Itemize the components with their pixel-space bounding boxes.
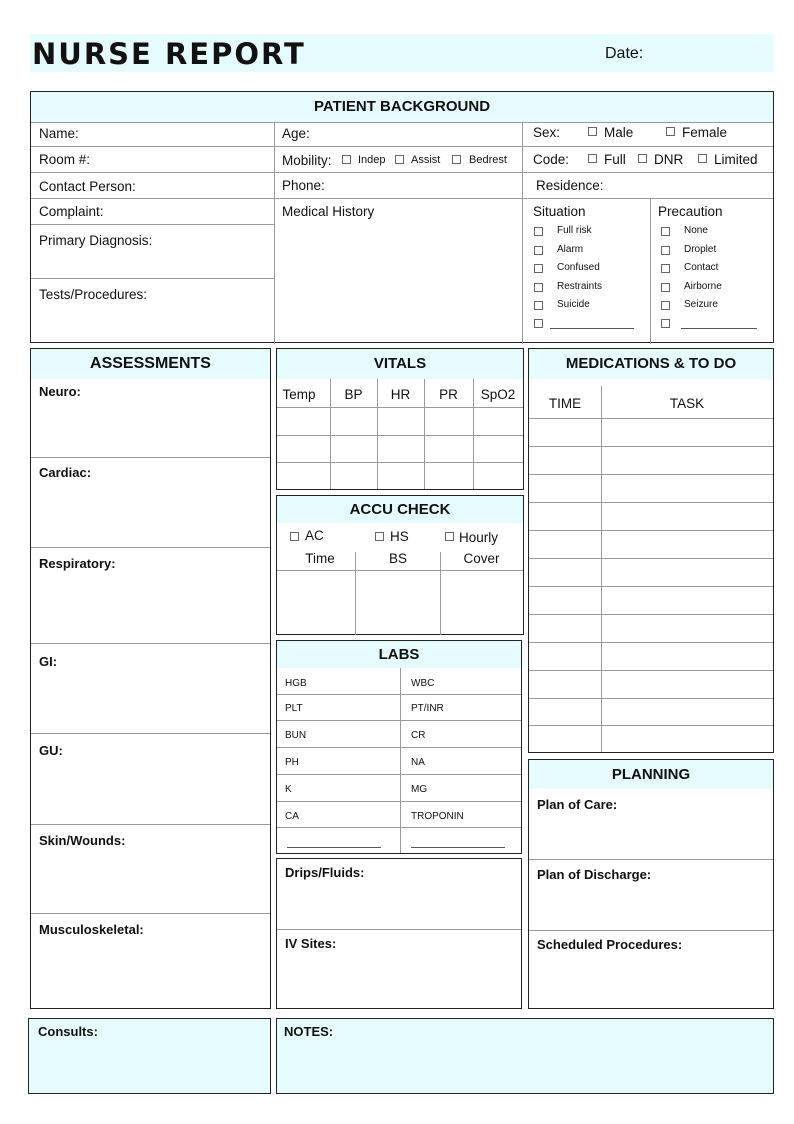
mobility-label: Mobility: — [282, 153, 332, 168]
medications-time-header: TIME — [548, 396, 582, 411]
lab-troponin: TROPONIN — [411, 811, 464, 822]
phone-label: Phone: — [282, 178, 325, 193]
vitals-section — [276, 348, 524, 490]
precaution-checkbox[interactable] — [661, 283, 670, 292]
assist-checkbox[interactable] — [395, 155, 404, 164]
sex-label: Sex: — [533, 125, 561, 140]
vitals-col-temp: Temp — [282, 387, 316, 402]
precaution-checkbox[interactable] — [661, 227, 670, 236]
hourly-checkbox[interactable] — [445, 532, 454, 541]
precaution-item: Contact — [684, 262, 719, 273]
precaution-blank-line[interactable] — [681, 328, 757, 329]
ac-checkbox[interactable] — [290, 532, 299, 541]
indep-label: Indep — [358, 154, 386, 166]
situation-item: Confused — [557, 262, 600, 273]
lab-blank-line[interactable] — [287, 847, 381, 848]
medications-title: MEDICATIONS & TO DO — [529, 349, 773, 379]
situation-blank-line[interactable] — [550, 328, 634, 329]
patient-background-title: PATIENT BACKGROUND — [31, 92, 773, 122]
header-bar — [30, 34, 774, 72]
labs-title: LABS — [277, 641, 521, 668]
room-label: Room #: — [39, 152, 91, 167]
situation-checkbox[interactable] — [534, 227, 543, 236]
situation-item: Restraints — [557, 281, 603, 292]
page-title: NURSE REPORT — [32, 37, 306, 71]
precaution-title: Precaution — [658, 204, 723, 219]
cardiac-label: Cardiac: — [39, 465, 92, 480]
bedrest-checkbox[interactable] — [452, 155, 461, 164]
skin-wounds-label: Skin/Wounds: — [39, 833, 126, 848]
planning-title: PLANNING — [529, 760, 773, 789]
lab-plt: PLT — [285, 703, 303, 714]
vitals-col-pr: PR — [439, 387, 458, 402]
limited-checkbox[interactable] — [698, 154, 707, 163]
indep-checkbox[interactable] — [342, 155, 351, 164]
precaution-item: Seizure — [684, 299, 718, 310]
residence-label: Residence: — [536, 178, 604, 193]
drips-iv-section — [276, 858, 522, 1009]
accu-col-bs: BS — [388, 551, 407, 566]
plan-of-care-label: Plan of Care: — [537, 797, 618, 812]
assessments-section — [30, 348, 271, 1009]
precaution-item: Airborne — [684, 281, 722, 292]
planning-section — [528, 759, 774, 1009]
situation-item: Alarm — [557, 244, 584, 255]
lab-ca: CA — [285, 811, 299, 822]
limited-label: Limited — [714, 152, 758, 167]
vitals-col-bp: BP — [344, 387, 363, 402]
ac-label: AC — [305, 528, 324, 543]
code-label: Code: — [533, 152, 570, 167]
consults-section — [28, 1018, 271, 1094]
respiratory-label: Respiratory: — [39, 556, 116, 571]
accu-col-time: Time — [305, 551, 335, 566]
lab-cr: CR — [411, 730, 426, 741]
precaution-checkbox[interactable] — [661, 301, 670, 310]
medications-section — [528, 348, 774, 753]
lab-pt-inr: PT/INR — [411, 703, 444, 714]
plan-of-discharge-label: Plan of Discharge: — [537, 867, 652, 882]
lab-mg: MG — [411, 784, 428, 795]
situation-checkbox[interactable] — [534, 319, 543, 328]
lab-ph: PH — [285, 757, 299, 768]
dnr-checkbox[interactable] — [638, 154, 647, 163]
notes-label: NOTES: — [284, 1024, 334, 1039]
accu-col-cover: Cover — [463, 551, 500, 566]
accu-check-title: ACCU CHECK — [277, 496, 523, 523]
situation-checkbox[interactable] — [534, 264, 543, 273]
accu-check-section — [276, 495, 524, 635]
full-code-label: Full — [604, 152, 626, 167]
drips-fluids-label: Drips/Fluids: — [285, 865, 365, 880]
lab-na: NA — [411, 757, 425, 768]
male-label: Male — [604, 125, 634, 140]
situation-title: Situation — [533, 204, 586, 219]
lab-wbc: WBC — [411, 678, 435, 689]
consults-label: Consults: — [38, 1024, 98, 1039]
full-code-checkbox[interactable] — [588, 154, 597, 163]
vitals-title: VITALS — [277, 349, 523, 379]
musculoskeletal-label: Musculoskeletal: — [39, 922, 144, 937]
lab-hgb: HGB — [285, 678, 307, 689]
name-label: Name: — [39, 126, 79, 141]
gu-label: GU: — [39, 743, 63, 758]
medications-task-header: TASK — [669, 396, 705, 411]
dnr-label: DNR — [654, 152, 684, 167]
labs-section — [276, 640, 522, 854]
scheduled-procedures-label: Scheduled Procedures: — [537, 937, 683, 952]
hs-checkbox[interactable] — [375, 532, 384, 541]
lab-k: K — [285, 784, 292, 795]
situation-checkbox[interactable] — [534, 246, 543, 255]
contact-person-label: Contact Person: — [39, 179, 136, 194]
neuro-label: Neuro: — [39, 384, 81, 399]
vitals-col-hr: HR — [390, 387, 411, 402]
tests-procedures-label: Tests/Procedures: — [39, 287, 148, 302]
female-checkbox[interactable] — [666, 127, 675, 136]
bedrest-label: Bedrest — [469, 154, 507, 166]
medical-history-label: Medical History — [282, 204, 375, 219]
notes-section — [276, 1018, 774, 1094]
hs-label: HS — [390, 529, 409, 544]
hourly-label: Hourly — [459, 530, 499, 545]
vitals-col-spo2: SpO2 — [480, 387, 516, 402]
assessments-title: ASSESSMENTS — [31, 349, 270, 379]
precaution-checkbox[interactable] — [661, 319, 670, 328]
assist-label: Assist — [411, 154, 441, 166]
situation-checkbox[interactable] — [534, 301, 543, 310]
age-label: Age: — [282, 126, 310, 141]
female-label: Female — [682, 125, 728, 140]
precaution-item: None — [684, 225, 708, 236]
male-checkbox[interactable] — [588, 127, 597, 136]
iv-sites-label: IV Sites: — [285, 936, 337, 951]
situation-checkbox[interactable] — [534, 283, 543, 292]
patient-background-section — [30, 91, 774, 343]
lab-bun: BUN — [285, 730, 307, 741]
lab-blank-line[interactable] — [411, 847, 505, 848]
date-label: Date: — [605, 45, 644, 62]
precaution-checkbox[interactable] — [661, 246, 670, 255]
situation-item: Suicide — [557, 299, 590, 310]
situation-item: Full risk — [557, 225, 592, 236]
complaint-label: Complaint: — [39, 204, 104, 219]
precaution-item: Droplet — [684, 244, 717, 255]
primary-diagnosis-label: Primary Diagnosis: — [39, 233, 153, 248]
precaution-checkbox[interactable] — [661, 264, 670, 273]
gi-label: GI: — [39, 654, 58, 669]
